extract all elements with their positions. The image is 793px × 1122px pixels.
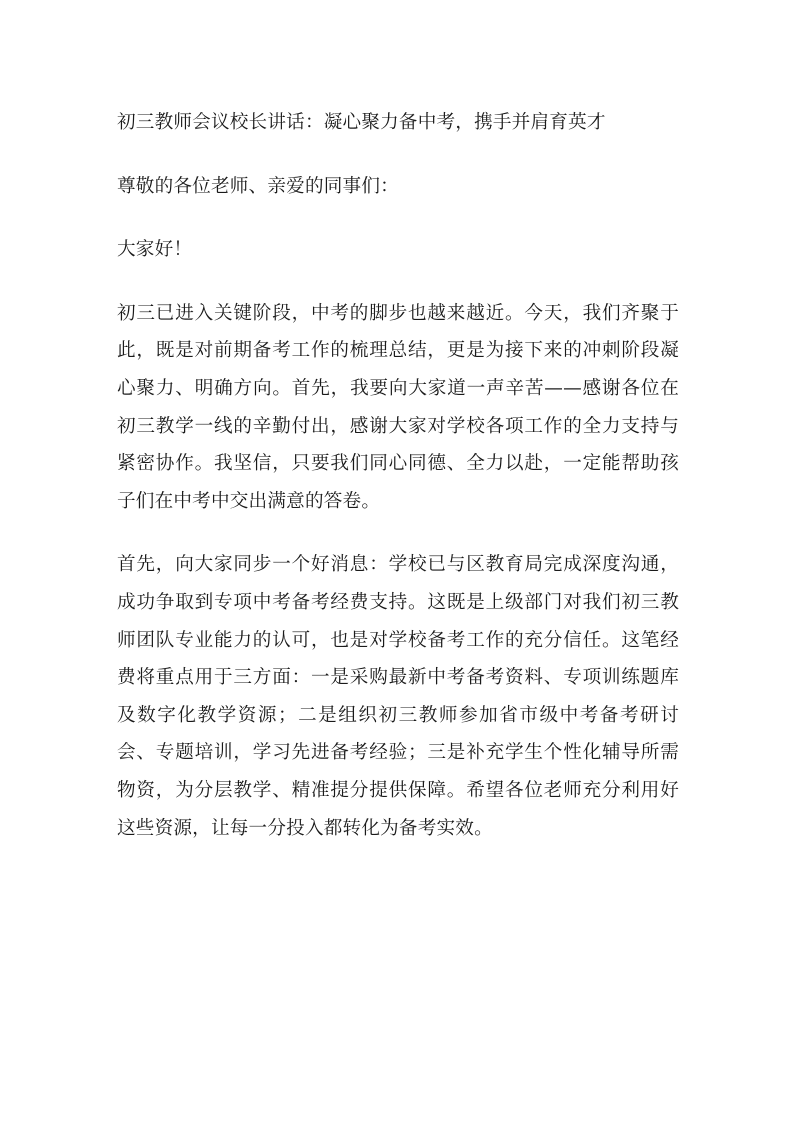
paragraph-2: 首先，向大家同步一个好消息：学校已与区教育局完成深度沟通，成功争取到专项中考备考经费支持。这既是上级部门对我们初三教师团队专业能力的认可，也是对学校备考工作的充分信任。这笔经费将重点用于三方面：一是采购最新中考备考资料、专项训练题库及数字化教学资源；二是组织初三教师参加省市级中考备考研讨会、专题培训，学习先进备考经验；三是补充学生个性化辅导所需物资，为分层教学、精准提分提供保障。希望各位老师充分利用好这些资源，让每一分投入都转化为备考实效。 xyxy=(117,554,679,839)
document-page xyxy=(117,104,679,847)
salutation: 尊敬的各位老师、亲爱的同事们： xyxy=(117,175,399,197)
paragraph-1: 初三已进入关键阶段，中考的脚步也越来越近。今天，我们齐聚于此，既是对前期备考工作的梳理总结，更是为接下来的冲刺阶段凝心聚力、明确方向。首先，我要向大家道一声辛苦——感谢各位在初三教学一线的辛勤付出，感谢大家对学校各项工作的全力支持与紧密协作。我坚信，只要我们同心同德、全力以赴，一定能帮助孩子们在中考中交出满意的答卷。 xyxy=(117,302,679,512)
document-title: 初三教师会议校长讲话：凝心聚力备中考，携手并肩育英才 xyxy=(117,112,606,133)
greeting-line: 大家好！ xyxy=(117,239,193,261)
